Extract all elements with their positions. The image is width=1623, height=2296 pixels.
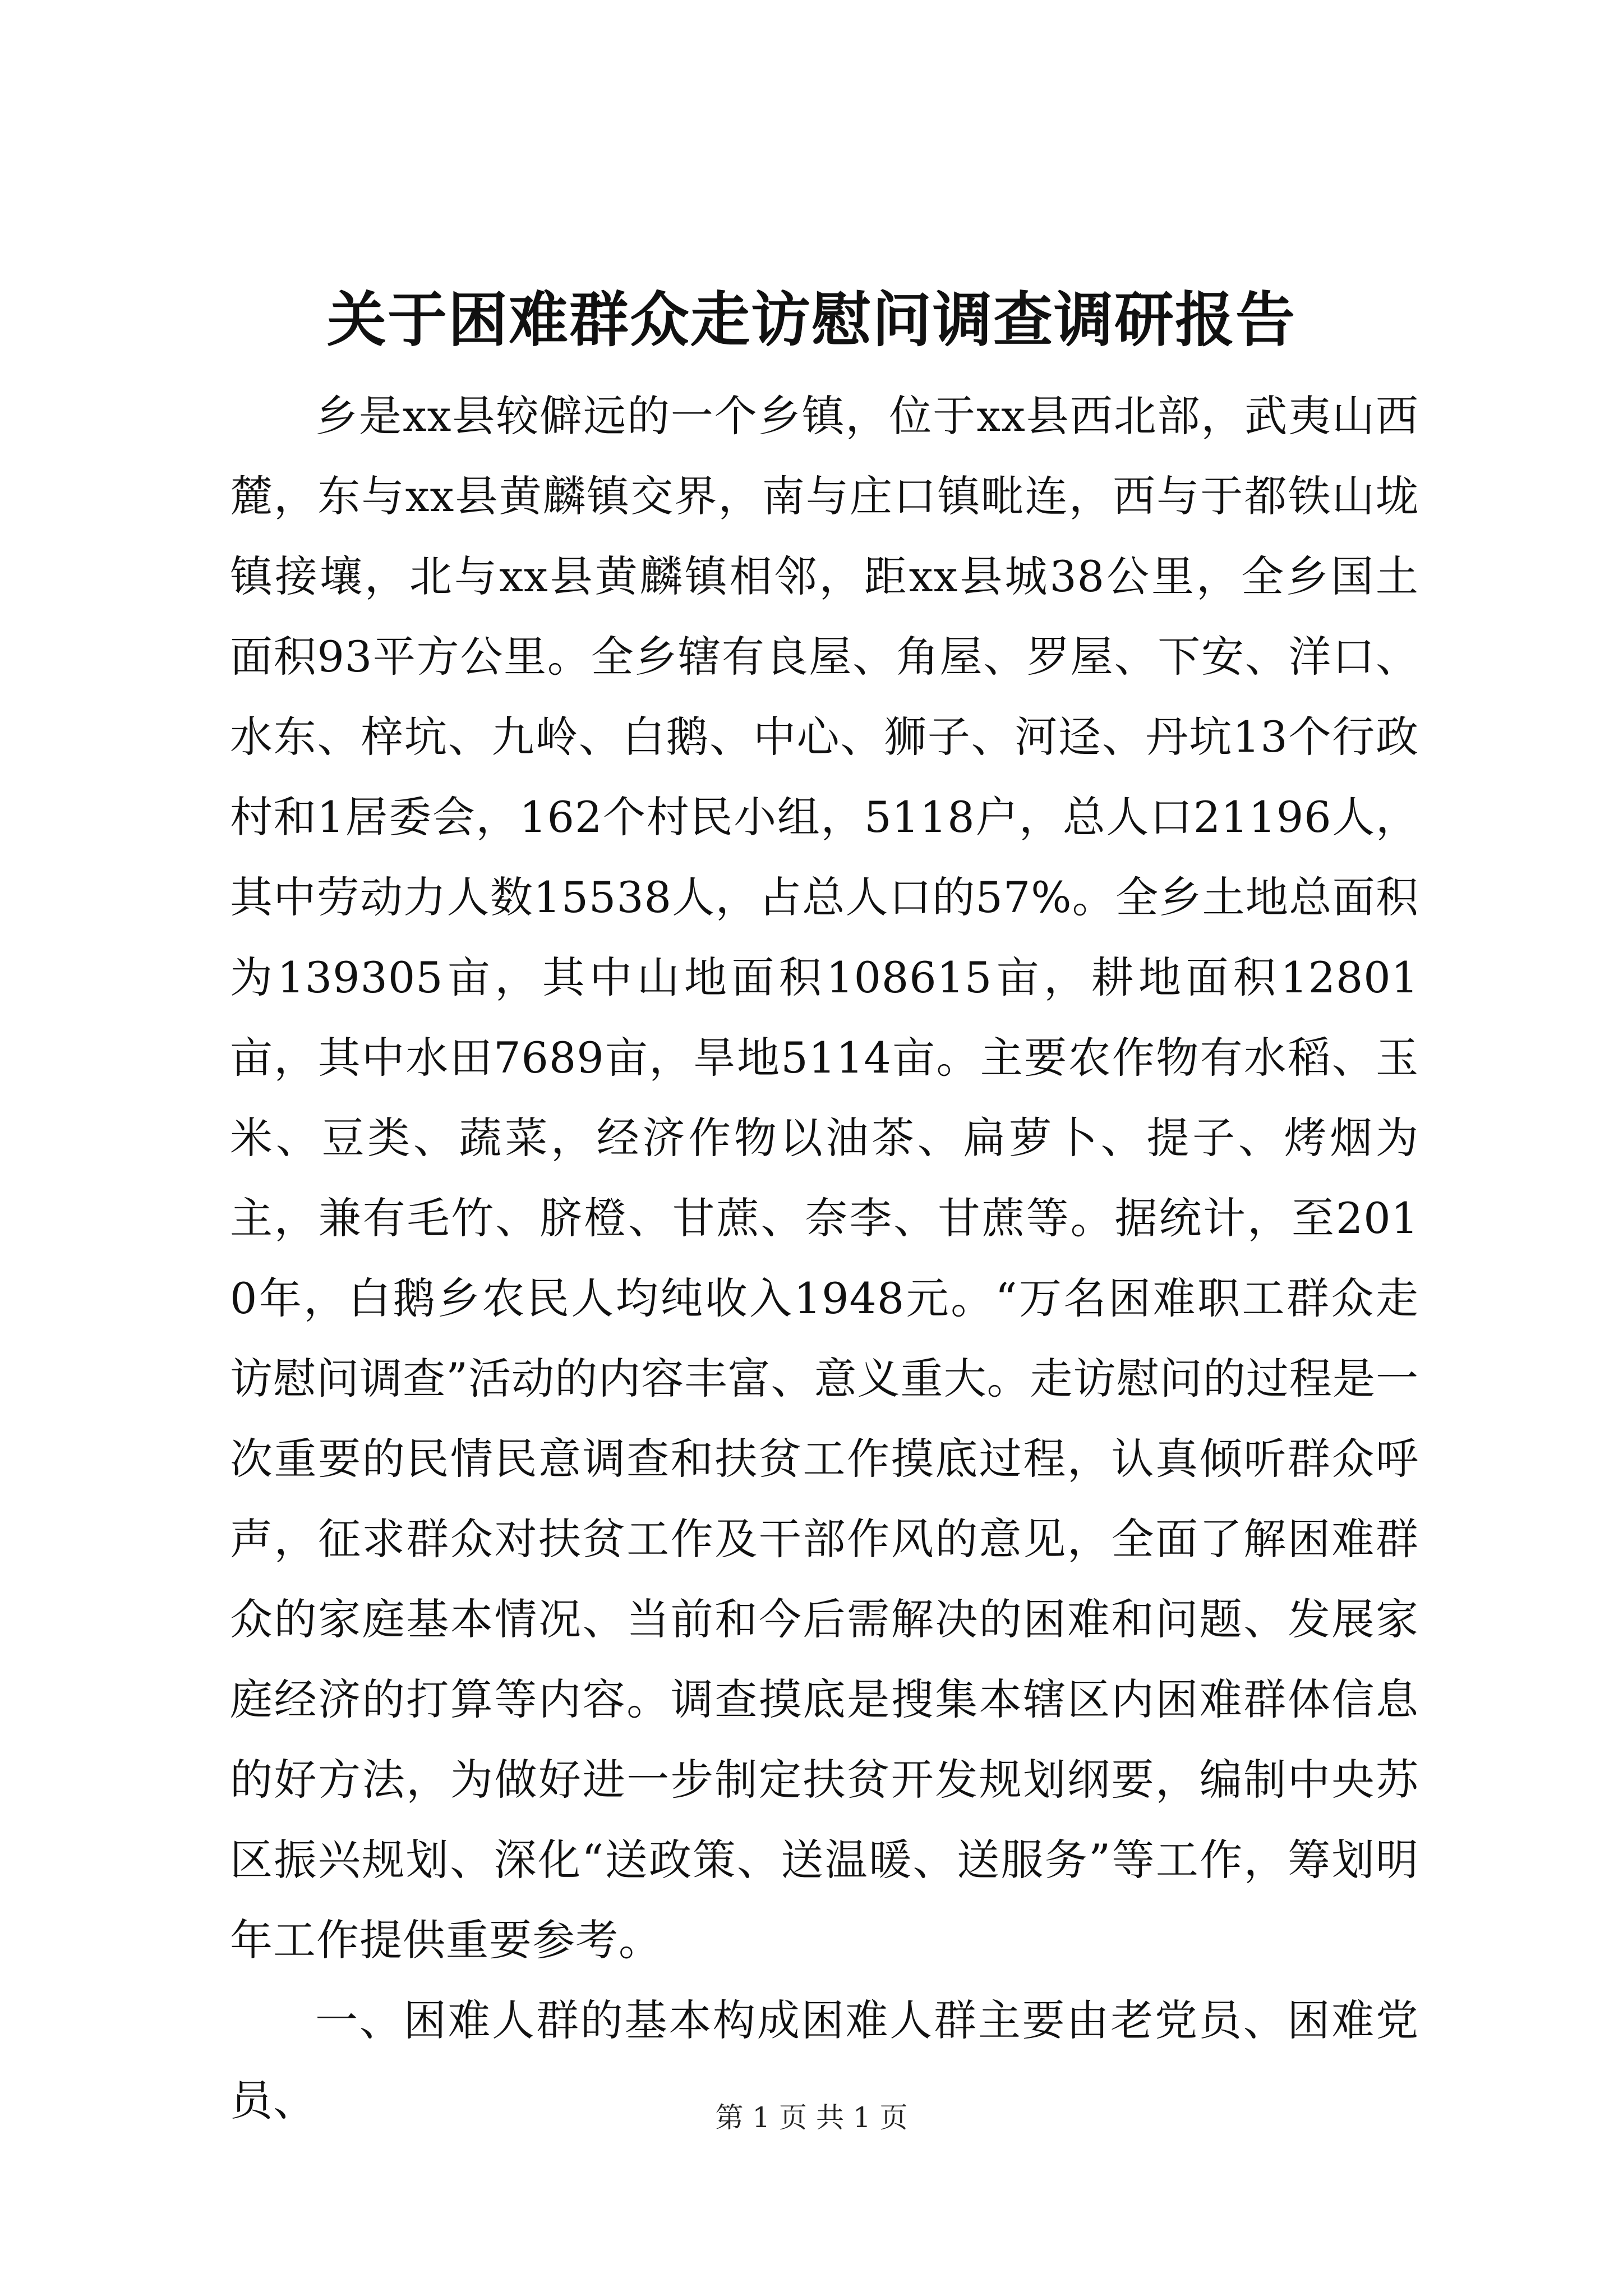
paragraph-intro: 乡是xx县较僻远的一个乡镇，位于xx县西北部，武夷山西麓，东与xx县黄麟镇交界，南与庄口镇毗连，西与于都铁山垅镇接壤，北与xx县黄麟镇相邻，距xx县城38公里，全乡国土面积93平方公里。全乡辖有良屋、角屋、罗屋、下安、洋口、水东、梓坑、九岭、白鹅、中心、狮子、河迳、丹坑13个行政村和1居委会，162个村民小组，5118户，总人口21196人，其中劳动力人数15538人，占总人口的57%。全乡土地总面积为139305亩，其中山地面积108615亩，耕地面积12801亩，其中水田7689亩，旱地5114亩。主要农作物有水稻、玉米、豆类、蔬菜，经济作物以油茶、扁萝卜、提子、烤烟为主，兼有毛竹、脐橙、甘蔗、奈李、甘蔗等。据统计，至2010年，白鹅乡农民人均纯收入1948元。“万名困难职工群众走访慰问调查”活动的内容丰富、意义重大。走访慰问的过程是一次重要的民情民意调查和扶贫工作摸底过程，认真倾听群众呼声，征求群众对扶贫工作及干部作风的意见，全面了解困难群众的家庭基本情况、当前和今后需解决的困难和问题、发展家庭经济的打算等内容。调查摸底是搜集本辖区内困难群体信息的好方法，为做好进一步制定扶贫开发规划纲要，编制中央苏区振兴规划、深化“送政策、送温暖、送服务”等工作，筹划明年工作提供重要参考。 — [230, 391, 1419, 1965]
document-title: 关于困难群众走访慰问调查调研报告 — [327, 284, 1296, 355]
document-body — [230, 376, 1419, 2141]
page-number-footer: 第 1 页 共 1 页 — [715, 2101, 908, 2134]
paragraph-section-one: 一、困难人群的基本构成困难人群主要由老党员、困难党员、 — [230, 1995, 1419, 2125]
